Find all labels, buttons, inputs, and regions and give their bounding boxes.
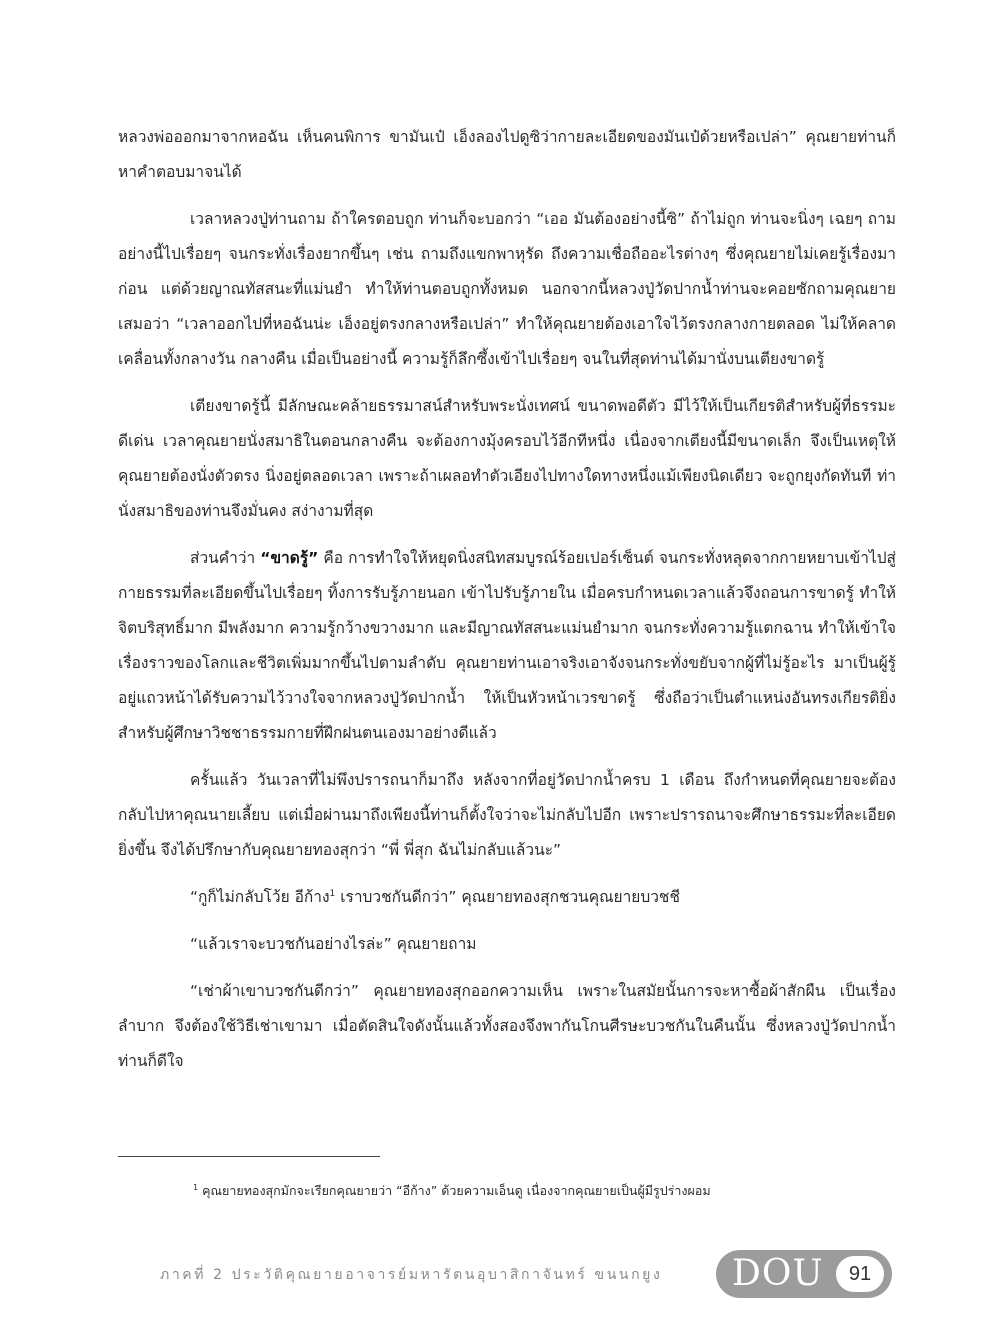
page-number: 91 [836, 1256, 884, 1292]
dou-logo: DOU [732, 1253, 824, 1294]
paragraph-6-start: “กูก็ไม่กลับโว้ย อีก้าง [190, 888, 330, 906]
paragraph-2: เวลาหลวงปู่ท่านถาม ถ้าใครตอบถูก ท่านก็จะบอกว่า “เออ มันต้องอย่างนี้ซิ” ถ้าไม่ถูก ท่านจะนิ่งๆ เฉยๆ ถามอย่างนี้ไปเรื่อยๆ จนกระทั่งเรื่องยากขึ้นๆ เช่น ถามถึงแขกพาหุรัด ถึงความเชื่อถืออะไรต่างๆ ซึ่งคุณยายไม่เคยรู้เรื่องมาก่อน แต่ด้วยญาณทัสสนะที่แม่นยำ ทำให้ท่านตอบถูกทั้งหมด นอกจากนี้หลวงปู่วัดปากน้ำท่านจะคอยซักถามคุณยายเสมอว่า “เวลาออกไปที่หอฉันน่ะ เอ็งอยู่ตรงกลางหรือเปล่า” ทำให้คุณยายต้องเอาใจไว้ตรงกลางกายตลอด ไม่ให้คลาดเคลื่อนทั้งกลางวัน กลางคืน เมื่อเป็นอย่างนี้ ความรู้ก็ลึกซึ้งเข้าไปเรื่อยๆ จนในที่สุดท่านได้มานั่งบนเตียงขาดรู้ [118, 210, 896, 368]
footnote-reference: 1 [329, 888, 336, 899]
paragraph-7: “แล้วเราจะบวชกันอย่างไรล่ะ” คุณยายถาม [190, 935, 477, 953]
running-footer-title: ภาคที่ 2 ประวัติคุณยายอาจารย์มหารัตนอุบาสิกาจันทร์ ขนนกยูง [160, 1267, 663, 1283]
footnote-text: คุณยายทองสุกมักจะเรียกคุณยายว่า “อีก้าง” ด้วยความเอ็นดู เนื่องจากคุณยายเป็นผู้มีรูปร่างผอม [198, 1183, 711, 1198]
page-badge [716, 1250, 892, 1298]
paragraph-5: ครั้นแล้ว วันเวลาที่ไม่พึงปรารถนาก็มาถึง หลังจากที่อยู่วัดปากน้ำครบ 1 เดือน ถึงกำหนดที่คุณยายจะต้องกลับไปหาคุณนายเลี้ยบ แต่เมื่อผ่านมาถึงเพียงนี้ท่านก็ตั้งใจว่าจะไม่กลับไปอีก เพราะปรารถนาจะศึกษาธรรมะที่ละเอียดยิ่งขึ้น จึงได้ปรึกษากับคุณยายทองสุกว่า “พี่ พี่สุก ฉันไม่กลับแล้วนะ” [118, 771, 896, 859]
paragraph-4-lead: ส่วนคำว่า [190, 549, 261, 567]
paragraph-1: หลวงพ่อออกมาจากหอฉัน เห็นคนพิการ ขามันเป๋ เอ็งลองไปดูซิว่ากายละเอียดของมันเป๋ด้วยหรือเปล่า” คุณยายท่านก็หาคำตอบมาจนได้ [118, 128, 896, 181]
paragraph-6-end: เราบวชกันดีกว่า” คุณยายทองสุกชวนคุณยายบวชชี [335, 888, 680, 906]
paragraph-3: เตียงขาดรู้นี้ มีลักษณะคล้ายธรรมาสน์สำหรับพระนั่งเทศน์ ขนาดพอดีตัว มีไว้ให้เป็นเกียรติสำหรับผู้ที่ธรรมะดีเด่น เวลาคุณยายนั่งสมาธิในตอนกลางคืน จะต้องกางมุ้งครอบไว้อีกทีหนึ่ง เนื่องจากเตียงนี้มีขนาดเล็ก จึงเป็นเหตุให้คุณยายต้องนั่งตัวตรง นิ่งอยู่ตลอดเวลา เพราะถ้าเผลอทำตัวเอียงไปทางใดทางหนึ่งแม้เพียงนิดเดียว จะถูกยุงกัดทันที ท่านั่งสมาธิของท่านจึงมั่นคง สง่างามที่สุด [118, 397, 896, 520]
term-khad-ru: “ขาดรู้” [260, 549, 319, 567]
footnote-divider [118, 1156, 380, 1157]
footnote [193, 1181, 893, 1201]
paragraph-4-rest: คือ การทำใจให้หยุดนิ่งสนิทสมบูรณ์ร้อยเปอร์เซ็นต์ จนกระทั่งหลุดจากกายหยาบเข้าไปสู่กายธรรมที่ละเอียดขึ้นไปเรื่อยๆ ทิ้งการรับรู้ภายนอก เข้าไปรับรู้ภายใน เมื่อครบกำหนดเวลาแล้วจึงถอนการขาดรู้ ทำให้จิตบริสุทธิ์มาก มีพลังมาก ความรู้กว้างขวางมาก และมีญาณทัสสนะแม่นยำมาก จนกระทั่งความรู้แตกฉาน ทำให้เข้าใจเรื่องราวของโลกและชีวิตเพิ่มมากขึ้นไปตามลำดับ คุณยายท่านเอาจริงเอาจังจนกระทั่งขยับจากผู้ที่ไม่รู้อะไร มาเป็นผู้รู้อยู่แถวหน้าได้รับความไว้วางใจจากหลวงปู่วัดปากน้ำ ให้เป็นหัวหน้าเวรขาดรู้ ซึ่งถือว่าเป็นตำแหน่งอันทรงเกียรติยิ่งสำหรับผู้ศึกษาวิชชาธรรมกายที่ฝึกฝนตนเองมาอย่างดีแล้ว [118, 549, 896, 742]
footnote-marker: 1 [193, 1182, 199, 1192]
paragraph-8: “เช่าผ้าเขาบวชกันดีกว่า” คุณยายทองสุกออกความเห็น เพราะในสมัยนั้นการจะหาซื้อผ้าสักผืน เป็นเรื่องลำบาก จึงต้องใช้วิธีเช่าเขามา เมื่อตัดสินใจดังนั้นแล้วทั้งสองจึงพากันโกนศีรษะบวชกันในคืนนั้น ซึ่งหลวงปู่วัดปากน้ำท่านก็ดีใจ [118, 982, 896, 1070]
paragraph-6 [118, 880, 896, 915]
paragraph-4 [118, 541, 896, 751]
main-text [118, 120, 896, 1091]
